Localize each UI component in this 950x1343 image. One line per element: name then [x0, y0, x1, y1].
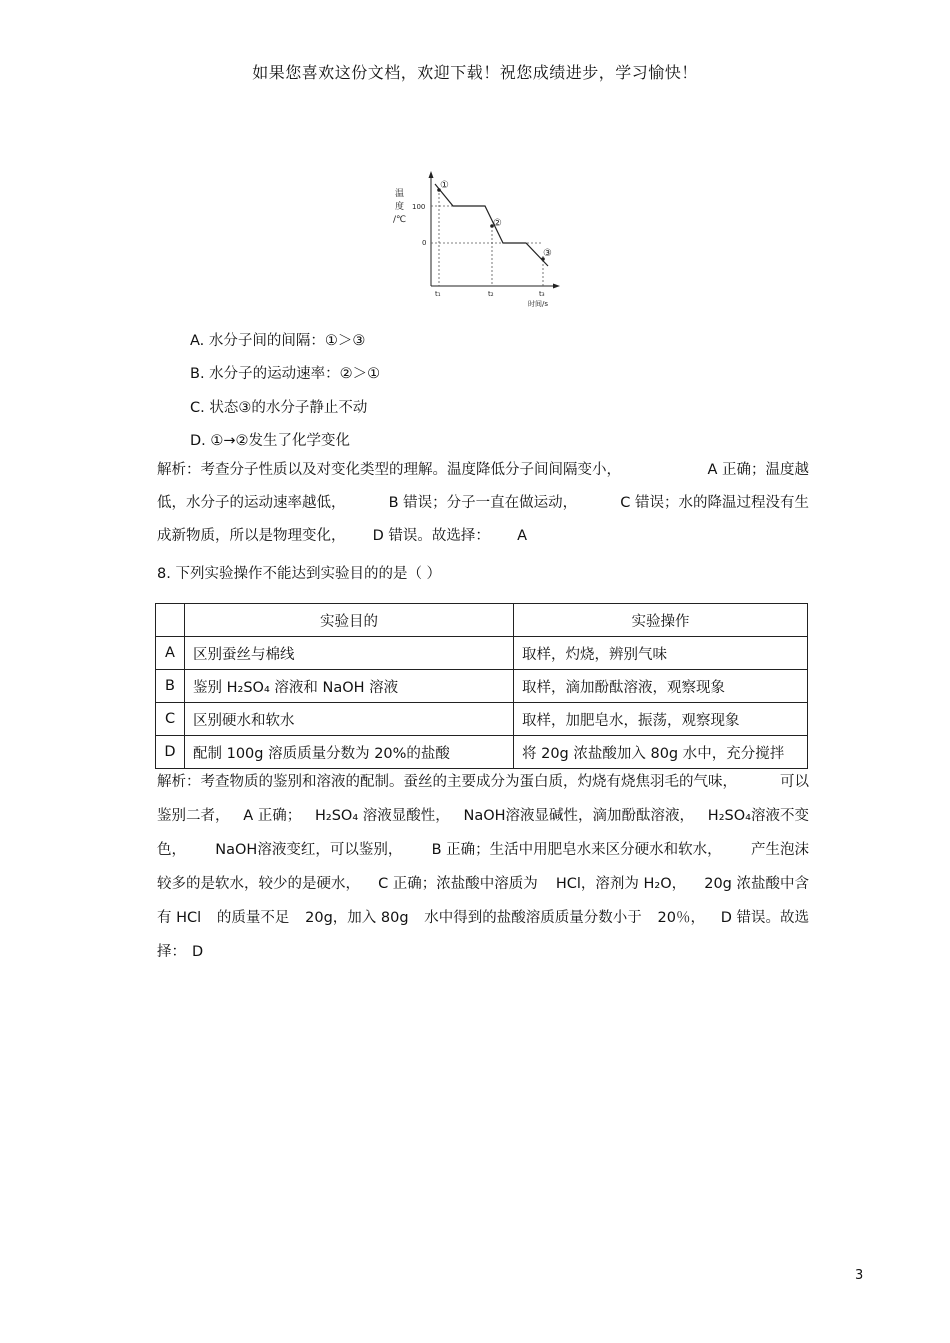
experiment-table: [155, 603, 808, 769]
option-b: B. 水分子的运动速率：②＞①: [190, 366, 381, 382]
tick-0: 0: [422, 239, 427, 247]
question-8: 8. 下列实验操作不能达到实验目的的是（ ）: [157, 566, 442, 582]
analysis-8-line: 色， NaOH溶液变红，可以鉴别， B 正确；生活中用肥皂水来区分硬水和软水， 产生泡沫: [157, 842, 809, 858]
analysis-8-line: 解析：考查物质的鉴别和溶液的配制。蚕丝的主要成分为蛋白质，灼烧有烧焦羽毛的气味， 可以: [157, 774, 809, 790]
table-row: A 区别蚕丝与棉线 取样，灼烧，辨别气味: [156, 637, 808, 670]
t1-label: t₁: [435, 290, 441, 298]
y-label-1: 温: [395, 189, 405, 199]
analysis-7-line: 成新物质，所以是物理变化， D 错误。故选择： A: [157, 528, 527, 544]
page-number: 3: [855, 1268, 864, 1283]
option-a: A. 水分子间的间隔：①＞③: [190, 333, 366, 349]
marker-2: ②: [493, 218, 502, 229]
y-label-3: /℃: [393, 215, 407, 225]
analysis-8-line: 鉴别二者， A 正确； H₂SO₄ 溶液显酸性， NaOH溶液显碱性，滴加酚酞溶液， H₂SO₄溶液不变: [157, 808, 809, 824]
t3-label: t₃: [539, 290, 545, 298]
analysis-8-line: 择： D: [157, 944, 204, 960]
analysis-8-line: 有 HCl 的质量不足 20g，加入 80g 水中得到的盐酸溶质质量分数小于 20％， D 错误。故选: [157, 910, 809, 926]
analysis-8: [157, 765, 809, 969]
table-header-row: [156, 604, 808, 637]
table-row: C 区别硬水和软水 取样，加肥皂水，振荡，观察现象: [156, 703, 808, 736]
analysis-8-line: 较多的是软水，较少的是硬水， C 正确；浓盐酸中溶质为 HCl，溶剂为 H₂O， 20g 浓盐酸中含: [157, 876, 809, 892]
option-d: D. ①→②发生了化学变化: [190, 433, 351, 449]
temperature-time-graph: [385, 168, 565, 308]
analysis-7-line: 解析：考查分子性质以及对变化类型的理解。温度降低分子间间隔变小， A 正确；温度越: [157, 462, 809, 478]
header-purpose: 实验目的: [185, 604, 514, 637]
header-operation: 实验操作: [514, 604, 808, 637]
option-c: C. 状态③的水分子静止不动: [190, 400, 368, 416]
t2-label: t₂: [488, 290, 494, 298]
page-header: 如果您喜欢这份文档，欢迎下载！祝您成绩进步，学习愉快！: [252, 63, 698, 82]
table-row: D 配制 100g 溶质质量分数为 20%的盐酸 将 20g 浓盐酸加入 80g 水中，充分搅拌: [156, 736, 808, 769]
x-label: 时间/s: [528, 300, 549, 308]
analysis-7: [157, 454, 809, 553]
x-axis-arrow: [553, 284, 560, 289]
marker-1: ①: [440, 180, 449, 191]
table-row: B 鉴别 H₂SO₄ 溶液和 NaOH 溶液 取样，滴加酚酞溶液，观察现象: [156, 670, 808, 703]
analysis-7-line: 低，水分子的运动速率越低， B 错误；分子一直在做运动， C 错误；水的降温过程没有生: [157, 495, 809, 511]
y-axis-arrow: [429, 171, 434, 178]
marker-3: ③: [543, 248, 552, 259]
y-label-2: 度: [395, 202, 405, 212]
tick-100: 100: [412, 203, 426, 211]
